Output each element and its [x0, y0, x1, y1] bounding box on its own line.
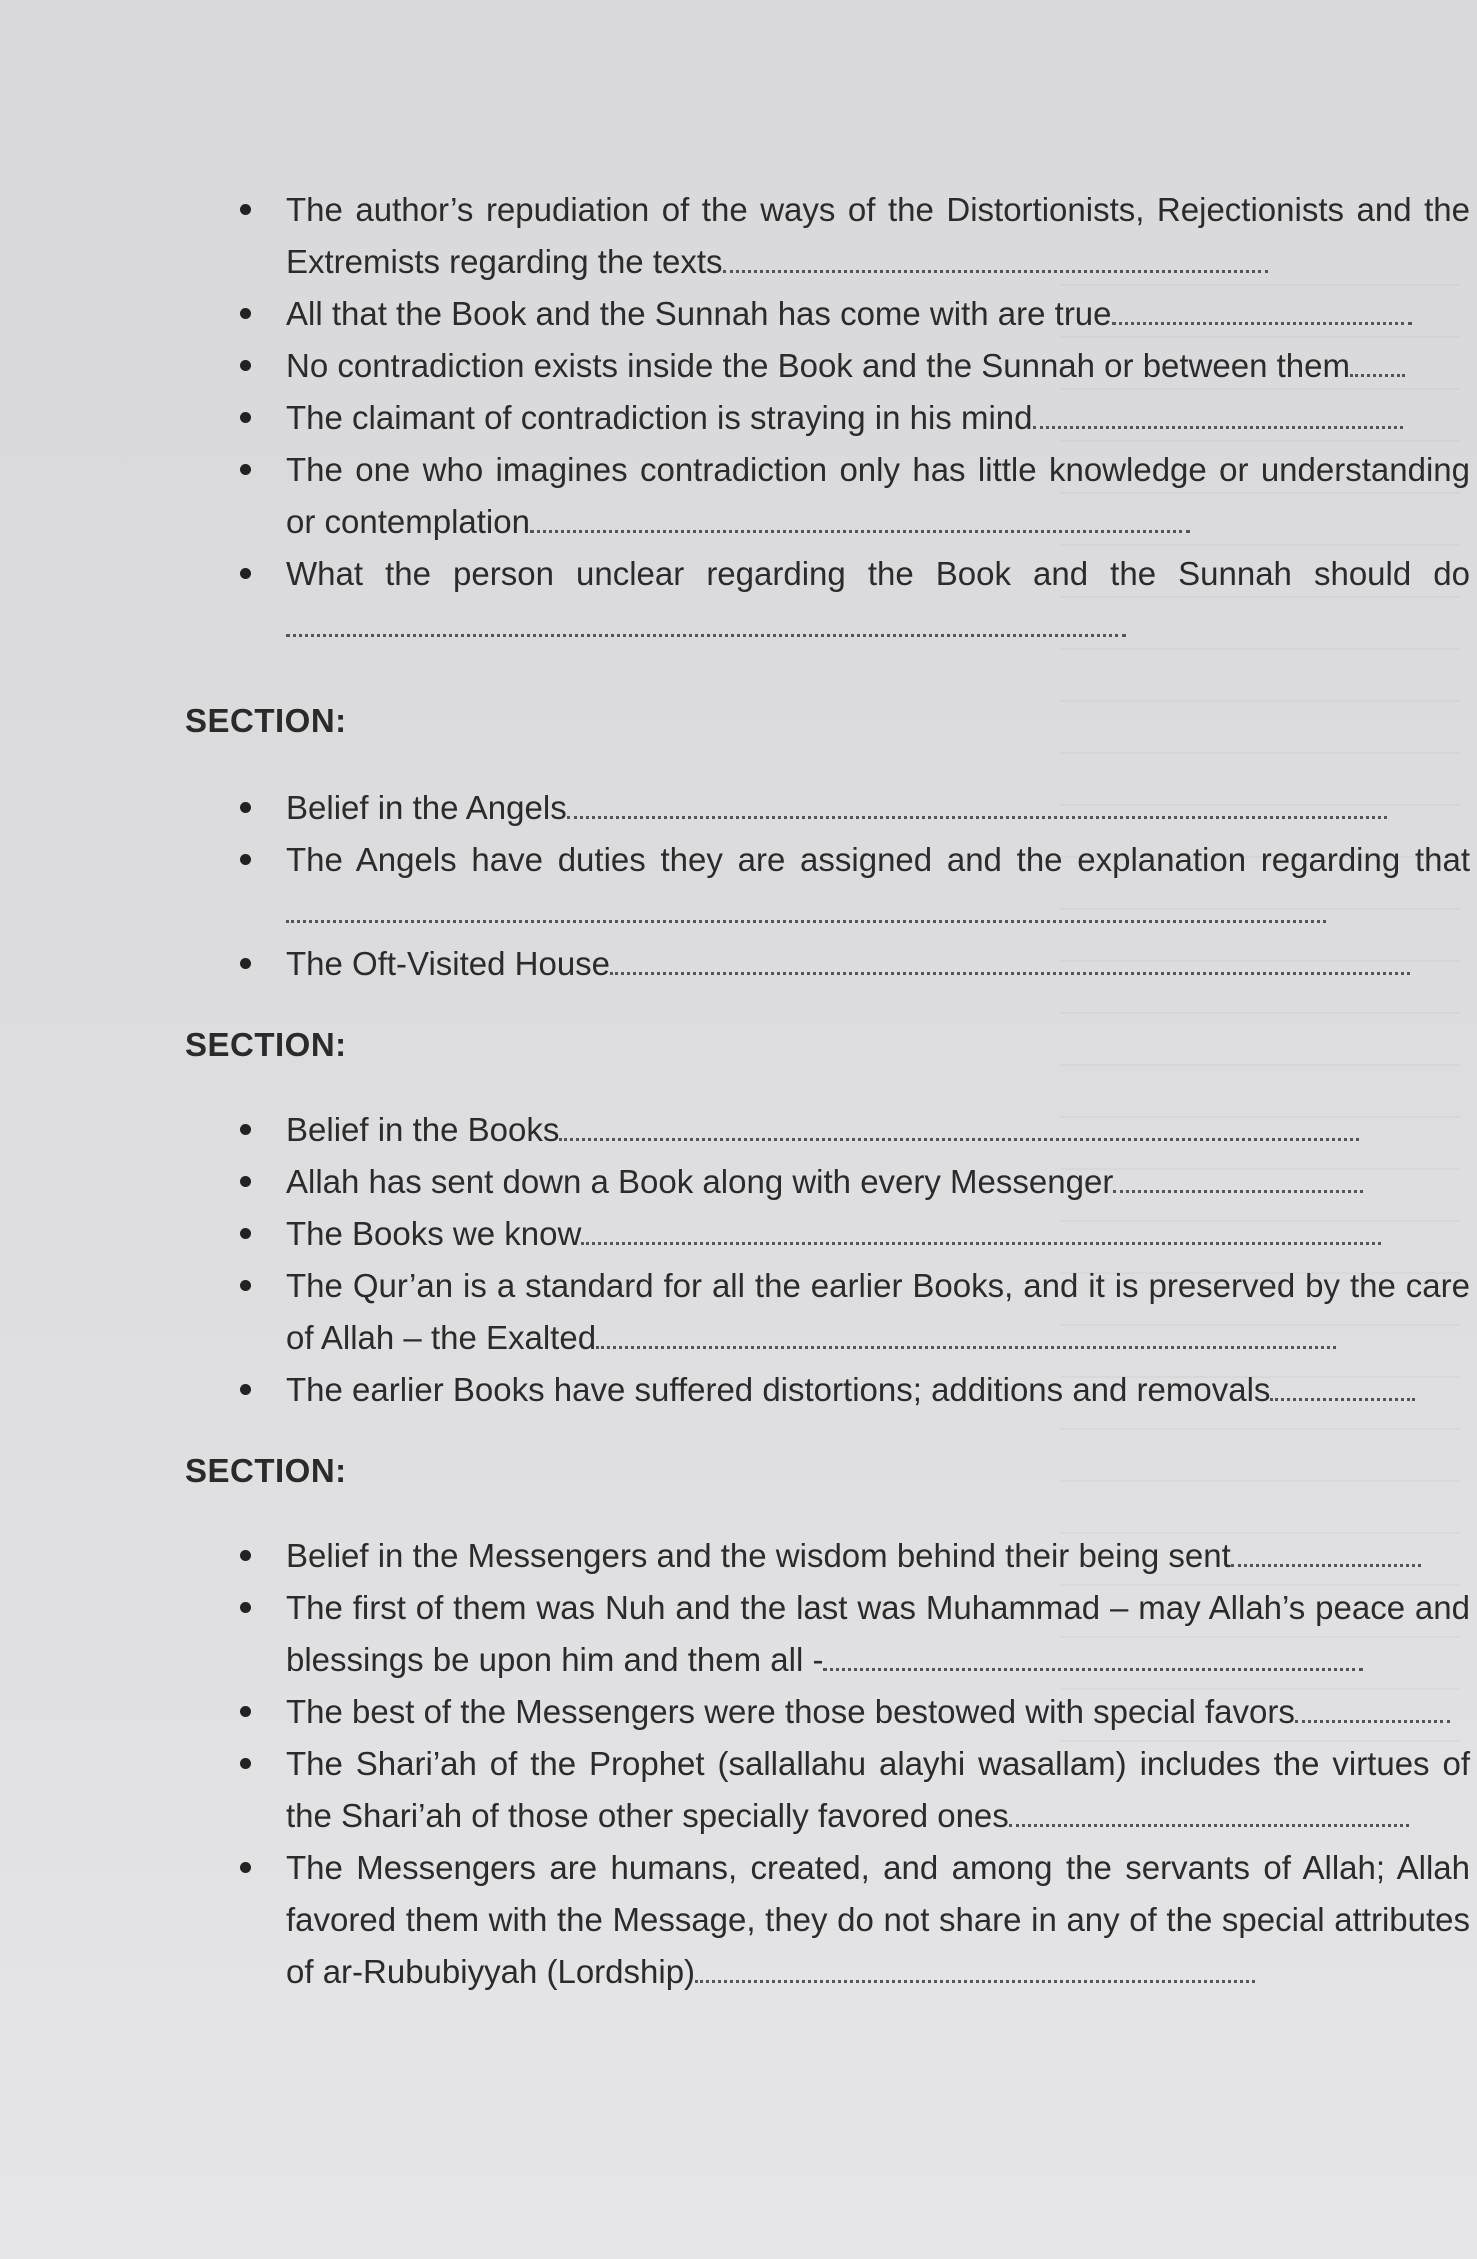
bullet-icon — [240, 958, 251, 969]
bullet-icon — [240, 802, 251, 813]
bullet-icon — [240, 308, 251, 319]
bullet-icon — [240, 412, 251, 423]
list-item: Belief in the Books — [240, 1104, 1470, 1156]
list-item: Allah has sent down a Book along with every Messenger — [240, 1156, 1470, 1208]
bullet-icon — [240, 1124, 251, 1135]
section-heading: SECTION: — [185, 1452, 347, 1489]
list-item: The claimant of contradiction is straying in his mind — [240, 392, 1470, 444]
list-item: Belief in the Angels — [240, 782, 1470, 834]
list-item: The Qur’an is a standard for all the earlier Books, and it is preserved by the care of Allah – the Exalted — [240, 1260, 1470, 1364]
bullet-icon — [240, 360, 251, 371]
bullet-icon — [240, 1176, 251, 1187]
bullet-icon — [240, 1550, 251, 1561]
bullet-icon — [240, 464, 251, 475]
bullet-icon — [240, 854, 251, 865]
list-item: The Books we know — [240, 1208, 1470, 1260]
bullet-icon — [240, 1384, 251, 1395]
list-item: The Oft-Visited House — [240, 938, 1470, 990]
list-item: All that the Book and the Sunnah has come with are true — [240, 288, 1470, 340]
contents-list-1 — [240, 184, 1470, 652]
bullet-icon — [240, 1280, 251, 1291]
section-heading: SECTION: — [185, 702, 347, 739]
list-item: No contradiction exists inside the Book and the Sunnah or between them — [240, 340, 1470, 392]
bullet-icon — [240, 204, 251, 215]
list-item: The earlier Books have suffered distortions; additions and removals — [240, 1364, 1470, 1416]
contents-list-3 — [240, 1104, 1470, 1416]
section-heading: SECTION: — [185, 1026, 347, 1063]
list-item: Belief in the Messengers and the wisdom behind their being sent — [240, 1530, 1470, 1582]
list-item: The one who imagines contradiction only has little knowledge or understanding or contemplation — [240, 444, 1470, 548]
bullet-icon — [240, 1602, 251, 1613]
list-item: The author’s repudiation of the ways of the Distortionists, Rejectionists and the Extremists regarding the texts — [240, 184, 1470, 288]
bullet-icon — [240, 1706, 251, 1717]
list-item: The Angels have duties they are assigned and the explanation regarding that — [240, 834, 1470, 938]
contents-list-2 — [240, 782, 1470, 990]
bullet-icon — [240, 1758, 251, 1769]
list-item: The first of them was Nuh and the last was Muhammad – may Allah’s peace and blessings be upon him and them all - — [240, 1582, 1470, 1686]
list-item: What the person unclear regarding the Book and the Sunnah should do — [240, 548, 1470, 652]
list-item: The Shari’ah of the Prophet (sallallahu alayhi wasallam) includes the virtues of the Shari’ah of those other specially favored ones — [240, 1738, 1470, 1842]
list-item: The best of the Messengers were those bestowed with special favors — [240, 1686, 1470, 1738]
contents-list-4 — [240, 1530, 1470, 1998]
bullet-icon — [240, 568, 251, 579]
bullet-icon — [240, 1862, 251, 1873]
list-item: The Messengers are humans, created, and among the servants of Allah; Allah favored them with the Message, they do not share in any of the special attributes of ar-Rububiyyah (Lordship) — [240, 1842, 1470, 1998]
bullet-icon — [240, 1228, 251, 1239]
